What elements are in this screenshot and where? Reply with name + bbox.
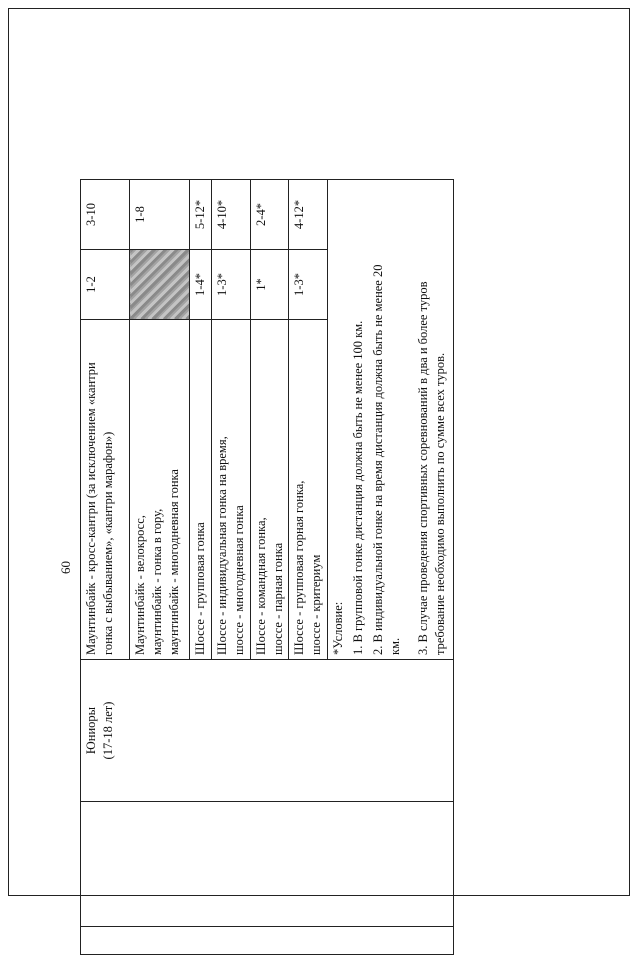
discipline-line: Шоссе - индивидуальная гонка на время,	[214, 436, 229, 655]
rank-cell: 1*	[250, 250, 289, 320]
rank-cell: 5-12*	[190, 180, 212, 250]
note-item-2	[370, 184, 404, 655]
discipline-cell	[211, 320, 250, 660]
group-cell	[81, 660, 454, 802]
rank-cell: 1-4*	[190, 250, 212, 320]
blank-column	[81, 927, 454, 955]
discipline-line: гонка с выбыванием», «кантри марафон»)	[100, 431, 115, 655]
discipline-line: Маунтинбайк - велокросс,	[133, 515, 147, 655]
note-item-1: 1. В групповой гонке дистанция должна быть не менее 100 км.	[351, 320, 365, 655]
norms-table	[80, 179, 454, 955]
discipline-line: шоссе - парная гонка	[270, 542, 285, 655]
note-line: требование необходимо выполнить по сумме всех туров.	[432, 352, 447, 655]
discipline-cell	[289, 320, 328, 660]
discipline-line: маунтинбайк - гонка в гору,	[149, 508, 164, 655]
rank-cell: 4-10*	[211, 180, 250, 250]
discipline-line: Маунтинбайк - кросс-кантри (за исключением «кантри	[84, 362, 98, 655]
discipline-line: шоссе - многодневная гонка	[231, 505, 246, 655]
discipline-cell	[190, 320, 212, 660]
discipline-line: маунтинбайк - многодневная гонка	[166, 469, 181, 655]
rank-cell: 1-3*	[211, 250, 250, 320]
table-row	[81, 180, 130, 955]
shaded-cell	[130, 250, 190, 320]
conditions-note	[330, 184, 448, 655]
blank-column	[81, 802, 454, 927]
spacer	[407, 184, 415, 655]
note-cell	[328, 180, 454, 660]
group-name: Юниоры	[84, 706, 98, 755]
rank-cell: 3-10	[81, 180, 130, 250]
discipline-line: Шоссе - групповая гонка	[193, 522, 207, 655]
group-age: (17-18 лет)	[100, 701, 115, 760]
rank-cell: 2-4*	[250, 180, 289, 250]
rank-cell: 4-12*	[289, 180, 328, 250]
discipline-line: шоссе - критериум	[309, 554, 324, 655]
rotated-sheet	[58, 180, 447, 955]
page-number: 60	[58, 561, 73, 574]
discipline-line: Шоссе - групповая горная гонка,	[292, 480, 307, 655]
discipline-cell	[81, 320, 130, 660]
note-line: 3. В случае проведения спортивных соревнований в два и более туров	[415, 281, 430, 655]
note-heading: *Условие:	[331, 601, 346, 655]
rank-cell: 1-2	[81, 250, 130, 320]
rank-cell: 1-8	[130, 180, 190, 250]
discipline-cell	[130, 320, 190, 660]
discipline-cell	[250, 320, 289, 660]
note-line: км.	[387, 637, 402, 655]
rank-cell: 1-3*	[289, 250, 328, 320]
discipline-line: Шоссе - командная гонка,	[253, 517, 268, 655]
note-line: 2. В индивидуальной гонке на время дистанция должна быть не менее 20	[370, 264, 385, 655]
note-item-3	[415, 184, 449, 655]
